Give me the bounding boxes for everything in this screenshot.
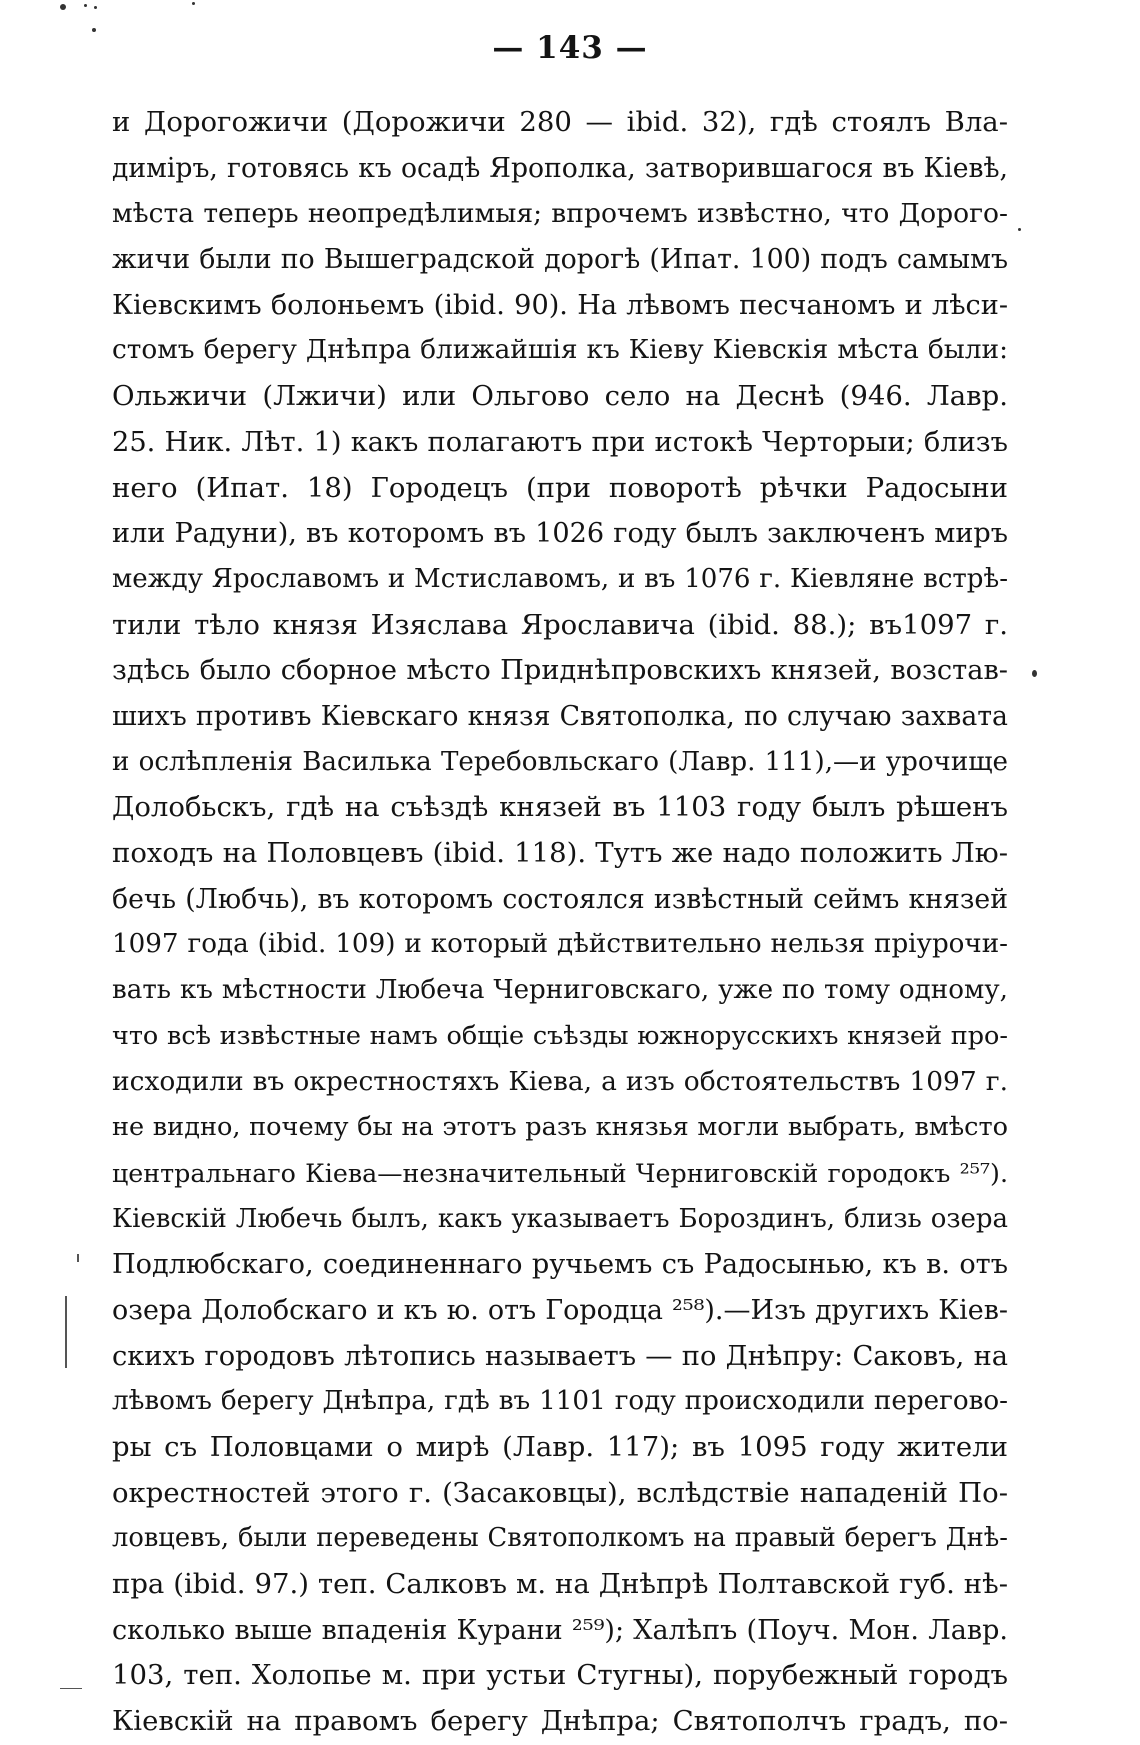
- text-line: жичи были по Вышеградской дорогѣ (Ипат. 100) подъ самымъ: [112, 244, 1008, 276]
- text-line: и Дорогожичи (Дорожичи 280 — ibid. 32), гдѣ стоялъ Вла-: [112, 106, 1008, 138]
- text-line: озера Долобскаго и къ ю. отъ Городца ²⁵⁸).—Изъ другихъ Кіев-: [112, 1294, 1008, 1326]
- text-line: ловцевъ, были переведены Святополкомъ на правый берегъ Днѣ-: [112, 1523, 1008, 1554]
- text-line: мѣста теперь неопредѣлимыя; впрочемъ извѣстно, что Дорого-: [112, 198, 1008, 230]
- text-line: исходили въ окрестностяхъ Кіева, а изъ обстоятельствъ 1097 г.: [112, 1066, 1008, 1098]
- margin-mark: [65, 1296, 67, 1368]
- text-line: Кіевскій Любечь былъ, какъ указываетъ Бороздинъ, близь озера: [112, 1203, 1008, 1234]
- ink-speck: [1032, 670, 1037, 677]
- text-line: не видно, почему бы на этотъ разъ князья могли выбрать, вмѣсто: [112, 1112, 1008, 1143]
- text-line: лѣвомъ берегу Днѣпра, гдѣ въ 1101 году происходили перегово-: [112, 1386, 1008, 1417]
- ink-speck: [192, 2, 195, 5]
- text-line: диміръ, готовясь къ осадѣ Ярополка, затворившагося въ Кіевѣ,: [112, 152, 1008, 184]
- text-line: скихъ городовъ лѣтопись называетъ — по Днѣпру: Саковъ, на: [112, 1340, 1008, 1372]
- text-line: и ослѣпленія Василька Теребовльскаго (Лавр. 111),—и урочище: [112, 746, 1008, 777]
- text-line: Кіевскимъ болоньемъ (ibid. 90). На лѣвомъ песчаномъ и лѣси-: [112, 289, 1008, 321]
- text-line: сколько выше впаденія Курани ²⁵⁹); Халѣпъ (Поуч. Мон. Лавр.: [112, 1614, 1008, 1646]
- text-line: Подлюбскаго, соединеннаго ручьемъ съ Радосынью, къ в. отъ: [112, 1249, 1008, 1281]
- ink-speck: [94, 6, 97, 9]
- text-line: или Радуни), въ которомъ въ 1026 году былъ заключенъ миръ: [112, 518, 1008, 550]
- ink-speck: [60, 4, 66, 10]
- text-line: пра (ibid. 97.) теп. Салковъ м. на Днѣпрѣ Полтавской губ. нѣ-: [112, 1568, 1008, 1600]
- margin-mark: [77, 1254, 79, 1262]
- text-line: Долобьскъ, гдѣ на съѣздѣ князей въ 1103 году былъ рѣшенъ: [112, 791, 1008, 824]
- text-line: тили тѣло князя Изяслава Ярославича (ibid. 88.); въ1097 г.: [112, 608, 1008, 641]
- ink-speck: [1018, 228, 1021, 231]
- page-text: [112, 100, 1008, 1745]
- text-line: вать къ мѣстности Любеча Черниговскаго, уже по тому одному,: [112, 975, 1008, 1006]
- text-line: 1097 года (ibid. 109) и который дѣйствительно нельзя пріурочи-: [112, 929, 1008, 960]
- text-line: ры съ Половцами о мирѣ (Лавр. 117); въ 1095 году жители: [112, 1430, 1008, 1463]
- text-line: походъ на Половцевъ (ibid. 118). Тутъ же надо положить Лю-: [112, 837, 1008, 869]
- margin-mark: [60, 1688, 82, 1689]
- text-line: Кіевскій на правомъ берегу Днѣпра; Святополчъ градъ, по-: [112, 1705, 1008, 1738]
- text-line: что всѣ извѣстные намъ общіе съѣзды южнорусскихъ князей про-: [112, 1020, 1008, 1051]
- text-line: шихъ противъ Кіевскаго князя Святополка, по случаю захвата: [112, 700, 1008, 732]
- text-line: 103, теп. Холопье м. при устьи Стугны), порубежный городъ: [112, 1659, 1008, 1692]
- text-line: стомъ берегу Днѣпра ближайшія къ Кіеву Кіевскія мѣста были:: [112, 335, 1008, 366]
- text-line: между Ярославомъ и Мстиславомъ, и въ 1076 г. Кіевляне встрѣ-: [112, 563, 1008, 594]
- text-line: здѣсь было сборное мѣсто Приднѣпровскихъ князей, возстав-: [112, 655, 1008, 687]
- text-line: него (Ипат. 18) Городецъ (при поворотѣ рѣчки Радосыни: [112, 471, 1008, 504]
- ink-speck: [84, 4, 87, 7]
- text-line: бечь (Любчь), въ которомъ состоялся извѣстный сеймъ князей: [112, 883, 1008, 915]
- page-number: — 143 —: [492, 30, 648, 66]
- text-line: центральнаго Кіева—незначительный Черниговскій городокъ ²⁵⁷).: [112, 1157, 1008, 1188]
- text-line: окрестностей этого г. (Засаковцы), вслѣдствіе нападеній По-: [112, 1476, 1008, 1509]
- text-line: Ольжичи (Лжичи) или Ольгово село на Деснѣ (946. Лавр.: [112, 380, 1008, 413]
- text-line: 25. Ник. Лѣт. 1) какъ полагаютъ при истокѣ Черторыи; близъ: [112, 426, 1008, 458]
